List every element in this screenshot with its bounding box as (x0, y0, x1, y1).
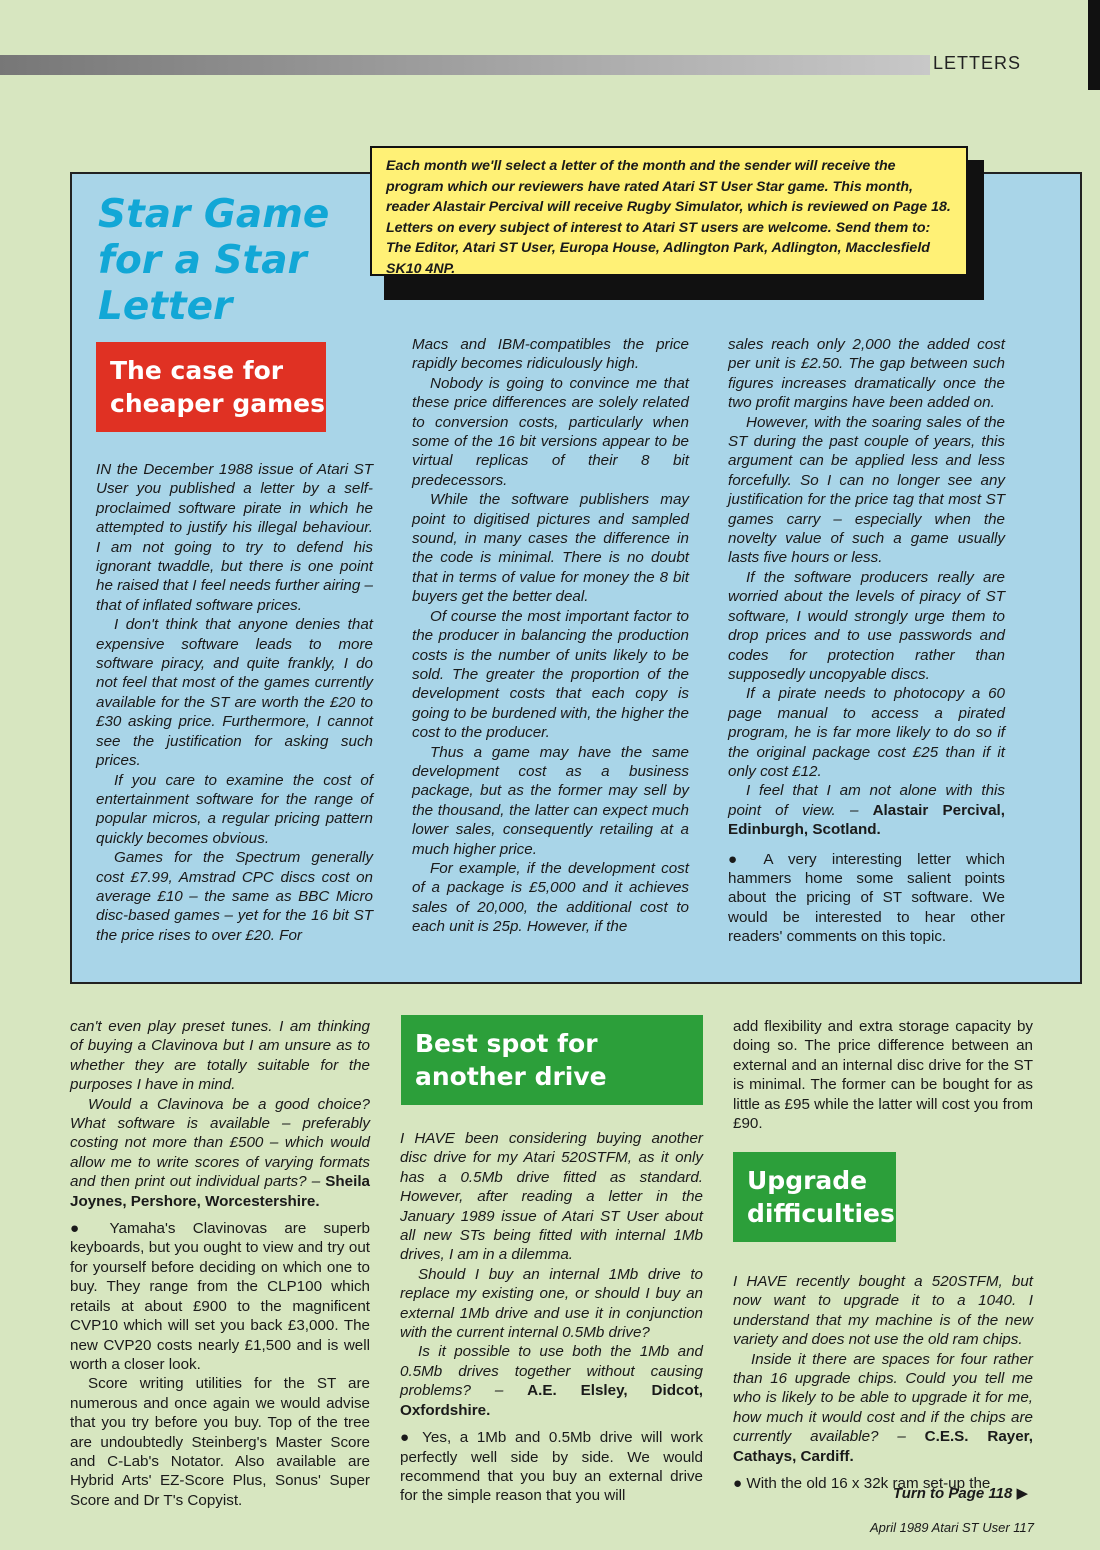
paragraph: been considering buying another disc drive for my Atari 520STFM, as it only has a 0.5Mb drive fitted as standard. However, after reading a letter in the January 1989 issue of Atari ST User about all new STs being fitted with internal 1Mb drives, I am in a dilemma. (400, 1130, 703, 1264)
paragraph: Of course the most important factor to the producer in balancing the production costs is the number of units likely to be sold. The greater the proportion of the development costs that each copy is going to be burdened with, the higher the cost to the producer. (412, 607, 689, 742)
drop-word: I HAVE (733, 1273, 787, 1290)
paragraph: If a pirate needs to photocopy a 60 page manual to access a pirated program, he is far more likely to do so if the original package cost £25 than if it only cost £12. (728, 685, 1005, 780)
heading-line: Best spot for (415, 1029, 598, 1058)
paragraph: can't even play preset tunes. I am thinking of buying a Clavinova but I am unsure as to whether they are totally suitable for the purposes I have in mind. (70, 1018, 370, 1094)
continued-link[interactable]: Turn to Page 118 ▶ (892, 1485, 1028, 1502)
letter-heading (96, 342, 326, 432)
paragraph: Games for the Spectrum generally cost £7.99, Amstrad CPC discs cost on average £10 – the same as BBC Micro disc-based games – yet for the 16 bit ST the price rises to over £20. For (96, 849, 373, 944)
heading-line: difficulties (747, 1199, 895, 1228)
lower-column-3 (733, 1017, 1033, 1133)
section-title: LETTERS (933, 53, 1022, 73)
letter-column-2 (412, 335, 689, 937)
paragraph: Would a Clavinova be a good choice? What software is available – preferably costing not more than £500 – which would allow me to write scores of varying formats and then print out individual parts? – (70, 1095, 370, 1191)
paragraph: For example, if the development cost of a package is £5,000 and it achieves sales of 20,000, the additional cost to each unit is 25p. However, if the (412, 859, 689, 936)
paragraph: Is it possible to use both the 1Mb and 0.5Mb drives together without causing problems? – (400, 1343, 703, 1400)
upgrade-letter-column (733, 1272, 1033, 1493)
editor-reply: add flexibility and extra storage capacity by doing so. The price difference between an external and an internal disc drive for the ST is minimal. The former can be bought for as little as £95 while the latter will cost you from £90. (733, 1018, 1033, 1133)
editor-reply: ● Yes, a 1Mb and 0.5Mb drive will work perfectly well side by side. We would recommend that you buy an external drive for the simple reason that you will (400, 1428, 703, 1506)
feature-title (98, 192, 358, 330)
editor-reply: ● Yamaha's Clavinovas are superb keyboards, but you ought to view and try out for yourself before deciding on which one to buy. They range from the CLP100 which retails at about £900 to the magnificent CVP10 which will set you back £3,000. The new CVP20 costs nearly £1,500 and is well worth a closer look. (70, 1219, 370, 1374)
heading-line: Upgrade (747, 1166, 868, 1195)
feature-title-line: Star Game (98, 192, 330, 237)
letter-column-3 (728, 335, 1005, 947)
editor-reply: Score writing utilities for the ST are numerous and once again we would advise that you try before you buy. Top of the tree are undoubtedly Steinberg's Master Score and C-Lab's Notator. Also available are Hybrid Arts' EZ-Score Plus, Sonus' Super Score and Dr T's Copyist. (70, 1375, 370, 1509)
paragraph: If you care to examine the cost of entertainment software for the range of popular micros, a regular pricing pattern quickly becomes obvious. (96, 771, 373, 847)
heading-line: cheaper games (110, 389, 325, 418)
signature: Sheila Joynes, Pershore, Worcestershire. (70, 1173, 370, 1210)
paragraph: recently bought a 520STFM, but now want to upgrade it to a 1040. I understand that my machine is of the new variety and does not use the old ram chips. (733, 1273, 1033, 1349)
paragraph: Macs and IBM-compatibles the price rapidly becomes ridiculously high. (412, 336, 689, 373)
paragraph: If the software producers really are worried about the levels of piracy of ST software, I would strongly urge them to drop prices and to use passwords and codes for protection rather than supposedly uncopyable discs. (728, 568, 1005, 683)
letter-heading (401, 1015, 703, 1105)
heading-line: another drive (415, 1062, 607, 1091)
paragraph: Should I buy an internal 1Mb drive to replace my existing one, or should I buy an external 1Mb drive and use it in conjunction with the current internal 0.5Mb drive? (400, 1265, 703, 1342)
heading-line: The case for (110, 356, 284, 385)
header-bar (0, 55, 930, 75)
lower-column-1 (70, 1017, 370, 1510)
feature-title-line: for a Star (98, 238, 307, 283)
letter-heading (733, 1152, 896, 1242)
drive-letter-column (400, 1129, 703, 1506)
paragraph: However, with the soaring sales of the ST during the past couple of years, this argument can be applied less and less forcefully. So I can no longer see any justification for the price tag that most ST games carry – especially when the novelty value of such a game usually lasts five hours or less. (728, 413, 1005, 567)
paragraph: While the software publishers may point to digitised pictures and sampled sound, in many cases the difference in the code is minimal. There is no doubt that in terms of value for money the 8 bit buyers get the better deal. (412, 491, 689, 606)
signature: Alastair Percival, Edinburgh, Scotland. (728, 801, 1005, 839)
feature-title-line: Letter (98, 284, 233, 329)
drop-word: I HAVE (400, 1130, 455, 1147)
signature: A.E. Elsley, Didcot, Oxfordshire. (400, 1382, 703, 1419)
paragraph: I don't think that anyone denies that expensive software leads to more software piracy, and quite frankly, I do not feel that most of the games currently available for the ST are worth the £20 to £30 asking price. Furthermore, I cannot see the justification for asking such prices. (96, 616, 373, 770)
paragraph: the December 1988 issue of Atari ST User you published a letter by a self-proclaimed software pirate in which he attempted to justify his illegal behaviour. I am not going to try to defend his ignorant twaddle, but there is one point he raised that I feel needs further airing – that of inflated software prices. (96, 461, 373, 614)
paragraph: Nobody is going to convince me that these price differences are solely related to conversion costs, particularly when some of the 16 bit versions appear to be virtual replicas of their 8 bit predecessors. (412, 374, 689, 489)
drop-word: IN (96, 461, 112, 478)
letter-column-1 (96, 460, 373, 945)
signature: C.E.S. Rayer, Cathays, Cardiff. (733, 1428, 1033, 1465)
page-edge-mark (1088, 0, 1100, 90)
notice-box: Each month we'll select a letter of the month and the sender will receive the program which our reviewers have rated Atari ST User Star game. This month, reader Alastair Percival will receive Rugby Simulator, which is reviewed on Page 18. Letters on every subject of interest to Atari ST users are welcome. Send them to: The Editor, Atari ST User, Europa House, Adlington Park, Adlington, Macclesfield SK10 4NP. (370, 146, 968, 276)
paragraph: Thus a game may have the same development cost as a business package, but as the former may sell by the thousand, the latter can expect much lower sales, consequently retailing at a much higher price. (412, 743, 689, 858)
paragraph: I feel that I am not alone with this point of view. – (728, 782, 1005, 819)
editor-reply: ● A very interesting letter which hammers home some salient points about the pricing of ST software. We would be interested to hear other readers' comments on this topic. (728, 850, 1005, 947)
page-footer: April 1989 Atari ST User 117 (869, 1520, 1034, 1535)
paragraph: sales reach only 2,000 the added cost per unit is £2.50. The gap between such figures increases dramatically once the two profit margins have been added on. (728, 336, 1005, 412)
editor-reply: ● With the old 16 x 32k ram set-up the (733, 1474, 1033, 1493)
paragraph: Inside it there are spaces for four rather than 16 upgrade chips. Could you tell me who is likely to be able to upgrade it for me, how much it would cost and if the chips are currently available? – (733, 1350, 1033, 1446)
